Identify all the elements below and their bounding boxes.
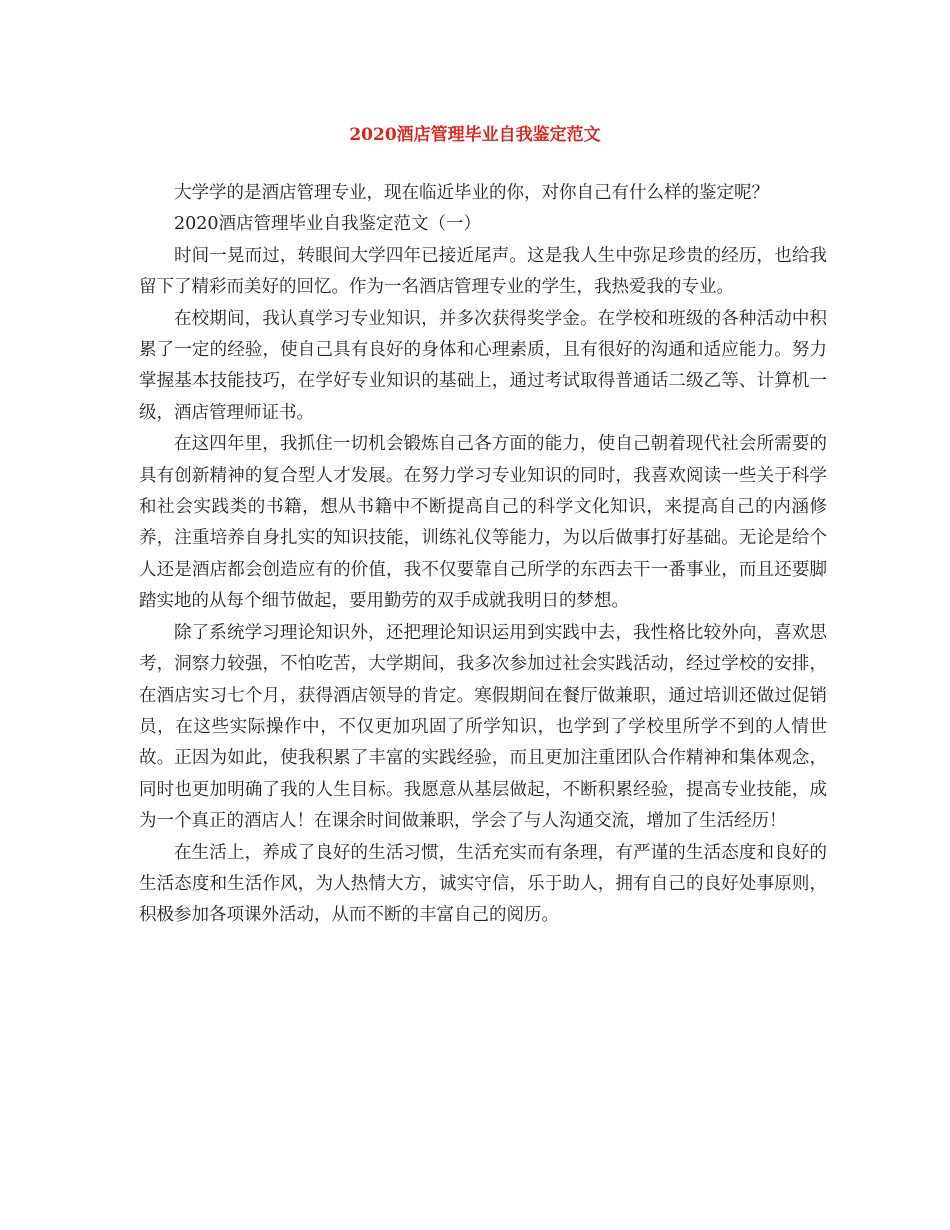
body-paragraph: 在生活上，养成了良好的生活习惯，生活充实而有条理，有严谨的生活态度和良好的生活态度和生活作风，为人热情大方，诚实守信，乐于助人，拥有自己的良好处事原则，积极参加各项课外活动，从而不断的丰富自己的阅历。	[139, 842, 827, 926]
intro-paragraph: 大学学的是酒店管理专业，现在临近毕业的你，对你自己有什么样的鉴定呢？	[174, 183, 769, 203]
document-body	[139, 178, 827, 932]
body-paragraph: 时间一晃而过，转眼间大学四年已接近尾声。这是我人生中弥足珍贵的经历，也给我留下了精彩而美好的回忆。作为一名酒店管理专业的学生，我热爱我的专业。	[139, 245, 827, 298]
body-paragraph: 除了系统学习理论知识外，还把理论知识运用到实践中去，我性格比较外向，喜欢思考，洞察力较强，不怕吃苦，大学期间，我多次参加过社会实践活动，经过学校的安排，在酒店实习七个月，获得酒店领导的肯定。寒假期间在餐厅做兼职，通过培训还做过促销员，在这些实际操作中，不仅更加巩固了所学知识，也学到了学校里所学不到的人情世故。正因为如此，使我积累了丰富的实践经验，而且更加注重团队合作精神和集体观念，同时也更加明确了我的人生目标。我愿意从基层做起，不断积累经验，提高专业技能，成为一个真正的酒店人！在课余时间做兼职，学会了与人沟通交流，增加了生活经历！	[139, 622, 827, 832]
section-heading: 2020酒店管理毕业自我鉴定范文（一）	[174, 214, 482, 235]
document-title: 2020酒店管理毕业自我鉴定范文	[349, 125, 601, 145]
body-paragraph: 在校期间，我认真学习专业知识，并多次获得奖学金。在学校和班级的各种活动中积累了一定的经验，使自己具有良好的身体和心理素质，且有很好的沟通和适应能力。努力掌握基本技能技巧，在学好专业知识的基础上，通过考试取得普通话二级乙等、计算机一级，酒店管理师证书。	[139, 308, 827, 423]
body-paragraph: 在这四年里，我抓住一切机会锻炼自己各方面的能力，使自己朝着现代社会所需要的具有创新精神的复合型人才发展。在努力学习专业知识的同时，我喜欢阅读一些关于科学和社会实践类的书籍，想从书籍中不断提高自己的科学文化知识，来提高自己的内涵修养，注重培养自身扎实的知识技能，训练礼仪等能力，为以后做事打好基础。无论是给个人还是酒店都会创造应有的价值，我不仅要靠自己所学的东西去干一番事业，而且还要脚踏实地的从每个细节做起，要用勤劳的双手成就我明日的梦想。	[139, 434, 827, 612]
